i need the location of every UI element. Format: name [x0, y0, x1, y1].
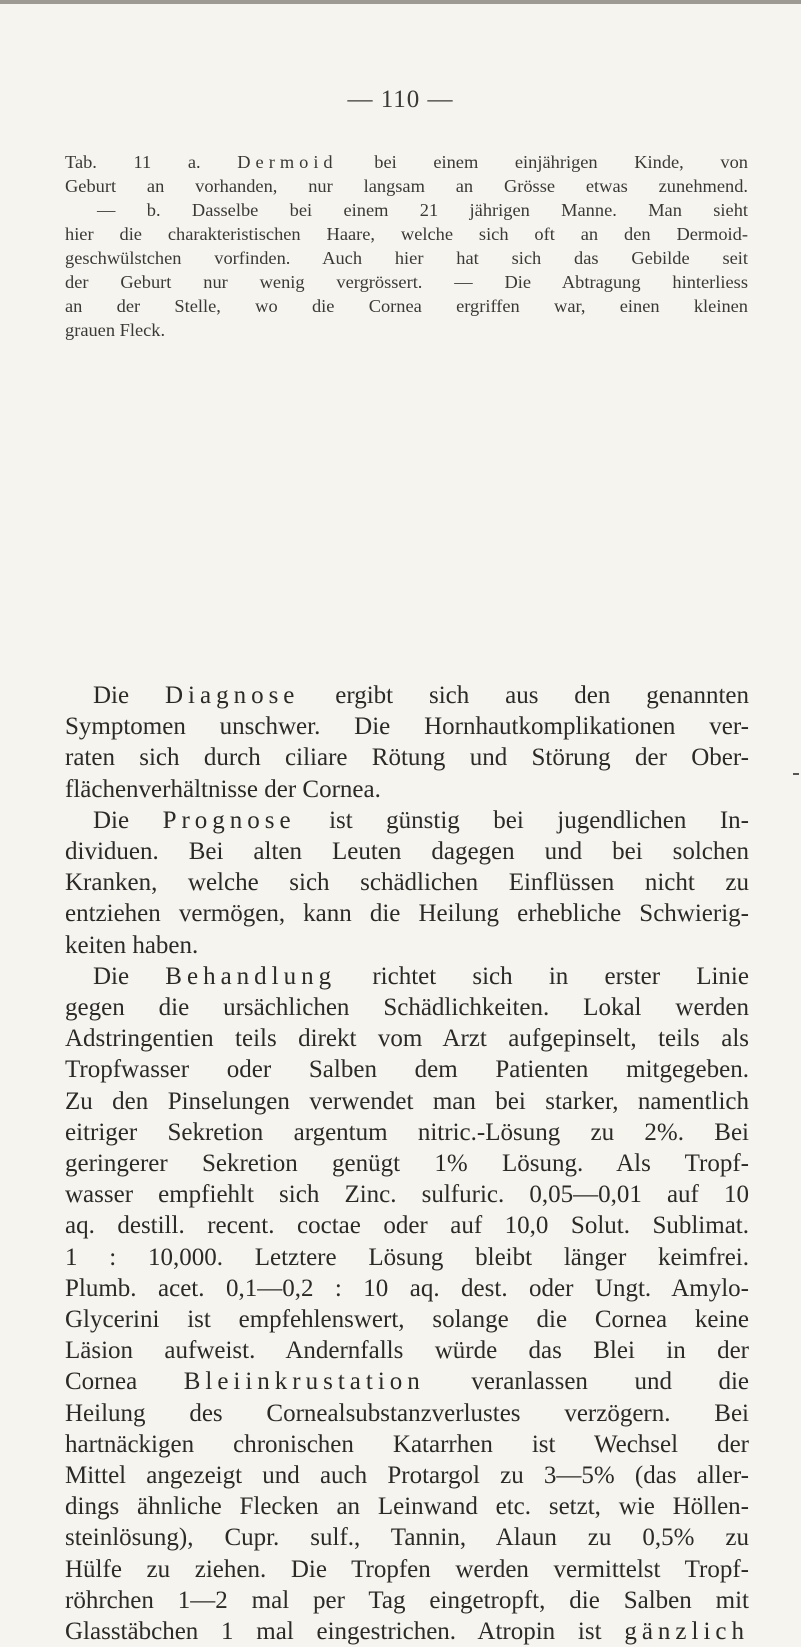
text-line: Kranken, welche sich schädlichen Einflüssen nicht zu: [65, 869, 749, 897]
caption-line: — b. Dasselbe bei einem 21 jährigen Manne. Man sieht: [97, 200, 748, 220]
margin-mark: [793, 773, 799, 775]
text-line: röhrchen 1—2 mal per Tag eingetropft, die Salben mit: [65, 1586, 749, 1614]
text-line: dings ähnliche Flecken an Leinwand etc. setzt, wie Höllen-: [65, 1493, 749, 1521]
text-line: Mittel angezeigt und auch Protargol zu 3—5% (das aller-: [65, 1462, 749, 1490]
text-line: Läsion aufweist. Andernfalls würde das Blei in der: [65, 1337, 749, 1365]
caption-line: hier die charakteristischen Haare, welche sich oft an den Dermoid-: [65, 224, 748, 244]
text-line: entziehen vermögen, kann die Heilung erhebliche Schwierig-: [65, 900, 749, 928]
text-line: Glasstäbchen 1 mal eingestrichen. Atropin ist gänzlich: [65, 1618, 749, 1646]
emphasized-term: Behandlung: [165, 962, 337, 990]
text-line: Die Prognose ist günstig bei jugendlichen In-: [93, 806, 749, 834]
emphasized-term: gänzlich: [624, 1618, 749, 1646]
body-text: [65, 680, 749, 1647]
text-line: raten sich durch ciliare Rötung und Störung der Ober-: [65, 744, 749, 772]
emphasized-term: Diagnose: [164, 682, 300, 709]
caption-line: Geburt an vorhanden, nur langsam an Grösse etwas zunehmend.: [65, 176, 748, 196]
page-number: — 110 —: [347, 86, 454, 113]
text-line: Cornea Bleiinkrustation veranlassen und die: [65, 1368, 749, 1396]
text-line: Plumb. acet. 0,1—0,2 : 10 aq. dest. oder Ungt. Amylo-: [65, 1274, 749, 1302]
text-line: Heilung des Cornealsubstanzverlustes verzögern. Bei: [65, 1399, 749, 1427]
paragraph-behandlung: [65, 961, 749, 1647]
text-line: wasser empfiehlt sich Zinc. sulfuric. 0,05—0,01 auf 10: [65, 1181, 749, 1209]
text-line: Zu den Pinselungen verwendet man bei starker, namentlich: [65, 1087, 749, 1115]
text-line: Die Diagnose ergibt sich aus den genannten: [93, 682, 749, 709]
text-line: steinlösung), Cupr. sulf., Tannin, Alaun zu 0,5% zu: [65, 1524, 749, 1552]
text-line: flächenverhältnisse der Cornea.: [65, 775, 381, 803]
figure-caption: [65, 150, 748, 342]
emphasized-term: Dermoid: [237, 152, 338, 172]
caption-line: der Geburt nur wenig vergrössert. — Die Abtragung hinterliess: [65, 272, 748, 292]
text-line: 1 : 10,000. Letztere Lösung bleibt länger keimfrei.: [65, 1243, 749, 1271]
text-line: eitriger Sekretion argentum nitric.-Lösung zu 2%. Bei: [65, 1118, 749, 1146]
text-line: geringerer Sekretion genügt 1% Lösung. Als Tropf-: [65, 1150, 749, 1178]
emphasized-term: Prognose: [162, 806, 296, 834]
text-line: Glycerini ist empfehlenswert, solange die Cornea keine: [65, 1306, 749, 1334]
text-line: Tropfwasser oder Salben dem Patienten mitgegeben.: [65, 1056, 749, 1084]
caption-line: Tab. 11 a. Dermoid bei einem einjährigen Kinde, von: [65, 152, 748, 172]
text-line: hartnäckigen chronischen Katarrhen ist Wechsel der: [65, 1430, 749, 1458]
text-line: dividuen. Bei alten Leuten dagegen und bei solchen: [65, 838, 749, 866]
caption-line: an der Stelle, wo die Cornea ergriffen war, einen kleinen: [65, 296, 748, 316]
paragraph-diagnose: [65, 680, 749, 805]
text-line: gegen die ursächlichen Schädlichkeiten. Lokal werden: [65, 994, 749, 1022]
paragraph-prognose: [65, 805, 749, 961]
text-line: Die Behandlung richtet sich in erster Linie: [93, 962, 749, 990]
caption-line: grauen Fleck.: [65, 320, 166, 340]
emphasized-term: Bleiinkrustation: [183, 1368, 425, 1396]
top-page-edge: [0, 0, 801, 4]
text-line: aq. destill. recent. coctae oder auf 10,0 Solut. Sublimat.: [65, 1212, 749, 1240]
text-line: Hülfe zu ziehen. Die Tropfen werden vermittelst Tropf-: [65, 1555, 749, 1583]
text-line: Adstringentien teils direkt vom Arzt aufgepinselt, teils als: [65, 1025, 749, 1053]
text-line: keiten haben.: [65, 931, 199, 959]
text-line: Symptomen unschwer. Die Hornhautkomplikationen ver-: [65, 713, 749, 741]
caption-line: geschwülstchen vorfinden. Auch hier hat sich das Gebilde seit: [65, 248, 748, 268]
